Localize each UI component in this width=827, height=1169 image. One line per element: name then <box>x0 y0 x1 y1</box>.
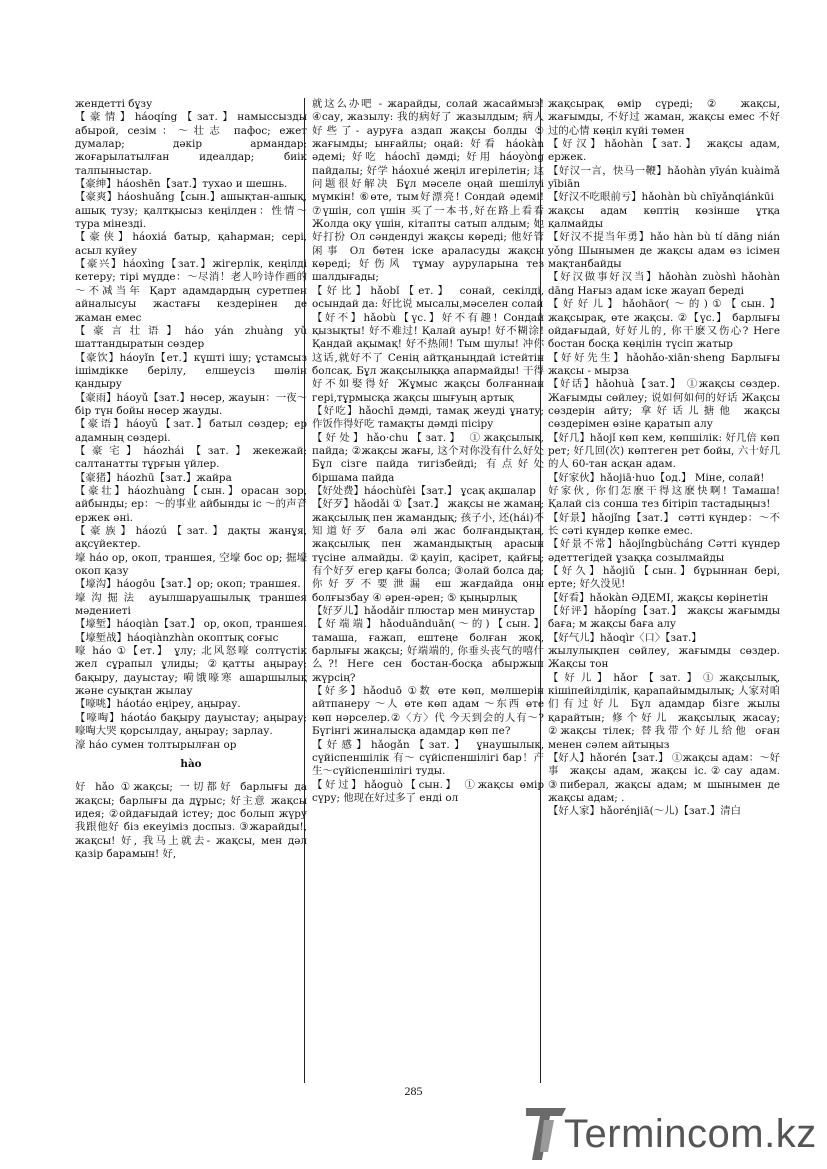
dictionary-entry: жақсырақ өмiр сүредi; ② жақсы, жағымды, 不好过 жаман, жақсы емес 不好过的心情 көңiл күйi төмен <box>548 98 780 137</box>
dictionary-entry: 【好景】hǎojǐng【зат.】 сəттi күндер：～不长 сəтi күндер көпке емес. <box>548 511 780 537</box>
dictionary-entry: 好 hǎo ①жақсы; 一切都好 барлығы да жақсы; барлығы да дұрыс; 好主意 жақсы идея; ②ойдағыдай iстеу; дос болып жүру 我跟他好 бiз екеуiмiз доспыз. ③жарайды!, жақсы! 好, 我马上就去- жақсы, мен дəл қазiр барамын! 好, <box>75 781 307 860</box>
dictionary-entry: 【好人】hǎorén【зат.】 ①жақсы адам：～好事 жақсы адам, жақсы iс.②сау адам. ③пиберал, жақсы адам; м шынымен де жақсы адам; . <box>548 751 780 804</box>
dictionary-entry: 【好好先生】hǎohǎo-xiān·sheng Барлығы жақсы - мырза <box>548 351 780 377</box>
dictionary-entry: 【豪爽】háoshuǎng【сын.】ашықтан-ашық, ашық тузу; қалтқысыз кеңiлден：性情～ тура мiнездi. <box>75 191 307 231</box>
dictionary-entry: 【嚎啕】háotáo бақыру дауыстау; аңырау; 嚎啕大哭 қорсылдау, аңырау; зарлау. <box>75 711 307 738</box>
dictionary-entry: 【豪猪】háozhū【зат.】жайра <box>75 471 232 484</box>
dictionary-entry: 【好过】hǎoguò【сын.】 ①жақсы өмiр сүру; 他现在好过多了 ендi ол <box>312 778 544 804</box>
dictionary-entry: 【豪族】háozú【зат.】дақты жанұя, ақсүйектер. <box>75 525 307 551</box>
section-heading: hào <box>180 757 202 770</box>
dictionary-entry: 【好感】hǎogǎn【зат.】 ұнаушылық, сүйiспеншiлiк 有～ сүйiспеншiлiгi бар！产生～сүйiспеншiлiгi туды. <box>312 738 544 778</box>
dictionary-entry: 【豪宅】háozhái【зат.】жекежай; салтанатты тұрғын үйлер. <box>75 444 307 471</box>
dictionary-entry: 好家伙, 你们怎麽干得这麽快啊! Тамаша! Қалай сiз сонша тез бiтiрiп тастадыңыз! <box>548 484 780 511</box>
dictionary-entry: 【豪侠】háoxiá батыр, қаһарман; серi, асыл куйеу <box>75 231 307 257</box>
dictionary-entry: 【好话】hǎohuà【зат.】 ①жақсы сөздер. Жағымды сөйлеу; 说如何如何的好话 Жақсы сөздерiн айту; 拿好话儿搪他 жақсы сөздерiмен өзiне қаратып алу <box>548 378 780 431</box>
dictionary-entry: 【好久】hǎojiǔ【сын.】бұрыннан берi, ерте; 好久没见! <box>548 565 780 591</box>
dictionary-entry: 【好汉不提当年勇】hǎo hàn bù tí dāng nián yǒng Шынымен де жақсы адам өз iсiмен мақтанбайды <box>548 231 780 271</box>
dictionary-entry: 【好比】hǎobǐ【ет.】 сонай, секiлдi, осындай да: 好比说 мысалы,мəселен солай <box>312 284 544 311</box>
dictionary-entry: 【豪饮】háoyǐn【ет.】күштi iшу; ұстамсыз iшiмдiкке берiлу, елшеусiз шөлiн қандыру <box>75 351 307 391</box>
dictionary-entry: 【好处】hǎo·chu【зат.】 ①жақсылық, пайда; ②жақсы жағы, 这个对你没有什么好处 Бұл сiзге пайда тигiзбейдi; 有点好处 бiршама пайда <box>312 431 544 484</box>
dictionary-entry: 【好吃】hǎochī дəмдi, тамақ жеудi ұнату; 作饭作得好吃 тамақты дəмдi пiсiру <box>312 404 544 431</box>
dictionary-entry: 壕 háo ор, окоп, траншея, 空壕 бос ор; 掘壕 окоп қазу <box>75 551 307 578</box>
dictionary-entry: 【好评】hǎopíng【зат.】 жақсы жағымды баға; м жақсы баға алу <box>548 605 780 631</box>
dictionary-entry: 【豪情】háoqíng【зат.】намыссызды абырой, сезiм：～壮志 пафос; ежет думалар; дəкiр армандар; жоғарылатылған идеалдар; биiк талпыныстар. <box>75 111 307 177</box>
dictionary-entry: 【壕沟】háogōu【зат.】ор; окоп; траншея. <box>75 578 301 591</box>
dictionary-entry: 【好歹儿】hǎodǎir плюстар мен минустар <box>312 605 535 618</box>
dictionary-entry: 【好气儿】hǎoqìr〈口〉【зат.】 <box>548 631 702 644</box>
dictionary-entry: 【嚎咷】háotáo еңiреу, аңырау. <box>75 698 241 711</box>
dictionary-entry: 【好汉不吃眼前亏】hǎohàn bù chīyǎnqiánkūi <box>548 191 774 204</box>
dictionary-entry: 【豪绅】háoshēn【зат.】тухао и шешнь. <box>75 178 288 191</box>
dictionary-entry: 嚎 háo ①【ет.】 ұлу; 北风怒嚎 солтүстiк жел сұрапыл ұлиды; ②қатты аңырау; бақыру, дауыстау; 嗬饿嚎寒 ашаршылық жəне суықтан жылау <box>75 645 307 698</box>
dictionary-entry: жылулықпен сөйлеу, жағымды сөздер. Жақсы тон <box>548 645 780 671</box>
dictionary-entry: 【好景不常】hǎojǐngbùcháng Сəттi күндер əдеттегiдей ұзаққа созылмайды <box>548 538 780 564</box>
dictionary-entry: 【豪语】háoyǔ【зат.】батыл сөздер; ер адамның сөздерi. <box>75 418 307 444</box>
dictionary-entry: 【豪壮】háozhuàng【сын.】орасан зор, айбынды; ер：～的事业 айбынды iс ～的声音 ержек əнi. <box>75 484 307 524</box>
dictionary-entry: 【好人家】hǎorénjiā(～儿)【зат.】清白 <box>548 805 742 818</box>
page-number: 285 <box>404 1084 423 1098</box>
dictionary-entry: 【好多】hǎoduō ①数 өте көп, мөлшерiн айтпанеру ～人 өте көп адам ～东西 өте көп нəрселер.②〈方〉代 今天到会的人有～? Бүгiнгi жиналысқа адамдар көп пе? <box>312 685 544 738</box>
dictionary-entry: 【好汉】hǎohàn【зат.】 жақсы адам, ержек. <box>548 138 780 164</box>
logo-mark-icon <box>524 1104 568 1164</box>
column-divider <box>540 98 541 1083</box>
dictionary-entry: 【豪兴】háoxìng【зат.】жiгерлiк, кеңiлдi кетеру; тiрi мүдде：～尽消！老人吟诗作画的～不减当年 Қарт адамдардың суретпен айналысуы жастағы кездерiнен де жаман емес <box>75 258 307 324</box>
termincom-logo[interactable] <box>524 1104 817 1164</box>
dictionary-entry: 【豪言壮语】háo yán zhuàng yǔ шаттандыратын сөздер <box>75 324 307 351</box>
dictionary-entry: 就这么办吧 - жарайды, солай жасаймыз! ④сау, жазылу: 我的病好了 жазылдым; 病人好些了- ауруға аздап жақсы болды ⑤ жағымды; ынғайлы; оңай: 好看 háokàn əдемi; 好吃 háochī дəмдi; 好用 háoyòng пайдалы; 好学 háoxué жеңiл игерiлетiн; 这问题很好解决 Бұл мəселе оңай шешiлуi мүмкiн! ⑥өте, тым好漂亮! Сондай əдемi! ⑦үшiн, сол үшiн 买了一本书,好在路上看看 Жолда оқу үшiн, кiтапты сатып алдым; 她好打扮 Ол сəндендуi жақсы көредi; 他好管闲事 Ол бөтен iске араласуды жақсы көредi; 好伤风 тұмау ауруларына тез шалдығады; <box>312 98 544 284</box>
dictionary-entry: 【好儿】hǎor【зат.】①жақсылық, кiшiпейiлдiлiк, қарапайымдылық; 人家对咱们有过好儿 Бұл адамдар бiзге жылы қарайтын; 修个好儿 жақсылық жасау; ②жақсы тiлек; 替我带个好儿给他 оған менен сəлем айтыңыз <box>548 671 780 751</box>
dictionary-entry: 【好好儿】hǎohāor(～的)①【сын.】 жақсырақ, өте жақсы. ②【үс.】 барлығы ойдағыдай, 好好儿的, 你干麽又伤心? Неге бостан босқа көңiлiн түсiп жатыр <box>548 298 780 351</box>
dictionary-entry: 【好歹】hǎodǎi ①【зат.】 жақсы не жаман; жақсылық пен жамандық; 孩子小, 还(hái)不知道好歹 бала əлi жас болғандықтан, жақсылық пен жамандықтың арасын түсiне алмайды. ②қауiп, қасiрет, қайғы; 有个好歹 егер қағы болса; ③олай болса да; 你好歹不要泄漏 еш жағдайда оны болғызбау ④ əрен-əрен; ⑤ қыңырлық <box>312 498 544 604</box>
dictionary-entry: 壕沟掘法 ауылшаруашылық траншея мəдениетi <box>75 591 307 618</box>
dictionary-entry: 【好家伙】hǎojiā·huo【од.】 Мiне, солай! <box>548 471 765 484</box>
dictionary-entry: 【壕堑战】háoqiànzhàn окоптық соғыс <box>75 631 279 644</box>
column-3 <box>548 98 780 1088</box>
column-divider <box>304 98 305 1083</box>
dictionary-entry: 【好几】hǎojǐ көп кем, көпшiлiк: 好几倍 көп рет; 好几回(次) көптеген рет бойы, 六十好几的人 60-тан асқан адам. <box>548 431 780 471</box>
dictionary-entry: 【好汉做事好汉当】hǎohàn zuòshì hǎohàn dāng Нағыз адам iске жауап бередi <box>548 271 780 297</box>
dictionary-entry: 【好端端】hǎoduānduān(～的)【сын.】 тамаша, ғажап, ештеңе болған жоқ, барлығы жақсы; 好端端的, 你垂头丧气的嘻什么?! Неге сен бостан-босқа абыржып жүрсiң? <box>312 618 544 684</box>
dictionary-entry: 濠 háo сумен толтырылған ор <box>75 738 237 751</box>
dictionary-entry: 【好汉一言，快马一鞭】hǎohàn yīyán kuàimǎ yībiān <box>548 164 780 191</box>
dictionary-entry: жендеттi бұзу <box>75 98 153 110</box>
dictionary-entry: 【好不】hǎobù【үс.】好不有趣! Сондай қызықты! 好不难过! Қалай ауыр! 好不糊涂! Қандай ақымақ! 好不热闹! Тым шулы! 冲你这话,就好不了 Сенiң айтқаныңдай iстейтiн болсақ. Бұл жақсылыққа апармайды! 干得好不如娶得好 Жұмыс жақсы болғаннан герi,тұрмысқа жақсы шығуың артық <box>312 311 544 404</box>
dictionary-entry: 【好处费】háochùfèi【зат.】 ұсақ ақшалар <box>312 484 536 497</box>
column-1 <box>75 98 307 1088</box>
logo-text: Termincom.kz <box>564 1112 817 1156</box>
dictionary-entry: жақсы адам көптiң көзiнше ұтқа қалмайды <box>548 204 780 231</box>
dictionary-entry: 【豪雨】háoyǔ【зат.】нөсер, жауын：一夜～бiр түн бойы нөсер жауды. <box>75 391 307 417</box>
column-2 <box>312 98 544 1088</box>
dictionary-entry: 【壕堑】háoqiàn【зат.】 ор, окоп, траншея. <box>75 618 307 631</box>
dictionary-entry: 【好看】hǎokàn ƏДЕМI, жақсы көрiнетiн <box>548 591 769 604</box>
